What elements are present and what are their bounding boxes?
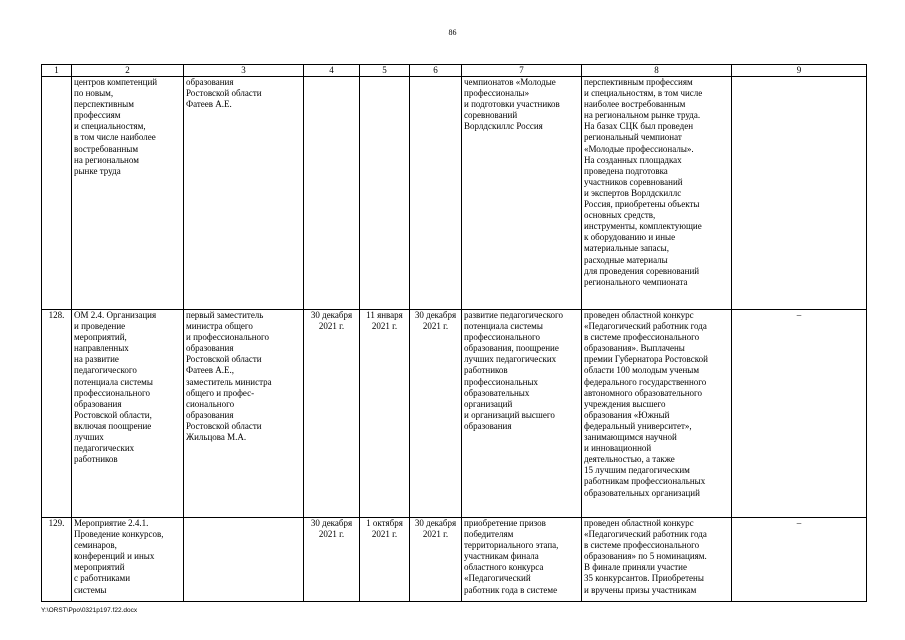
- actual-result-cell: проведен областной конкурс «Педагогический работник года в системе профессионального образования» по 5 номинациям. В финале приняли участие 35 конкурсантов. Приобретены и вручены призы участникам: [582, 518, 732, 602]
- header-cell: 9: [732, 65, 867, 77]
- header-cell: 2: [72, 65, 184, 77]
- expected-result-cell: приобретение призов победителям территориального этапа, участникам финала областного конкурса «Педагогический работник года в системе: [462, 518, 582, 602]
- event-name-cell: Мероприятие 2.4.1. Проведение конкурсов, семинаров, конференций и иных мероприятий с работниками системы: [72, 518, 184, 602]
- expected-result-cell: развитие педагогического потенциала системы профессионального образования, поощрение лучших педагогических работников профессиональных образовательных организаций и организаций высшего образования: [462, 310, 582, 518]
- notes-cell: [732, 77, 867, 310]
- actual-start-date-cell: 11 января 2021 г.: [360, 310, 410, 518]
- actual-result-cell: проведен областной конкурс «Педагогический работник года в системе профессионального образования». Выплачены премии Губернатора Ростовской области 100 молодым ученым федерального государственного автономного образовательного учреждения высшего образования «Южный федеральный университет», занимающимся научной и инновационной деятельностью, а также 15 лучшим педагогическим работникам профессиональных образовательных организаций: [582, 310, 732, 518]
- responsible-cell: [184, 518, 304, 602]
- expected-result-cell: чемпионатов «Молодые профессионалы» и подготовки участников соревнований Ворлдскиллс Россия: [462, 77, 582, 310]
- header-cell: 3: [184, 65, 304, 77]
- header-cell: 7: [462, 65, 582, 77]
- actual-start-date-cell: 1 октября 2021 г.: [360, 518, 410, 602]
- actual-result-cell: перспективным профессиям и специальностям, в том числе наиболее востребованным на региональном рынке труда. На базах СЦК был проведен региональный чемпионат «Молодые профессионалы». На созданных площадках проведена подготовка участников соревнований и экспертов Ворлдскиллс Россия, приобретены объекты основных средств, инструменты, комплектующие к оборудованию и иные материальные запасы, расходные материалы для проведения соревнований регионального чемпионата: [582, 77, 732, 310]
- row-number-cell: 129.: [42, 518, 72, 602]
- event-name-cell: ОМ 2.4. Организация и проведение мероприятий, направленных на развитие педагогического потенциала системы профессионального образования Ростовской области, включая поощрение лучших педагогических работников: [72, 310, 184, 518]
- planned-date-cell: 30 декабря 2021 г.: [304, 518, 360, 602]
- actual-end-date-cell: [410, 77, 462, 310]
- header-cell: 5: [360, 65, 410, 77]
- responsible-cell: образования Ростовской области Фатеев А.Е.: [184, 77, 304, 310]
- header-cell: 6: [410, 65, 462, 77]
- planned-date-cell: [304, 77, 360, 310]
- notes-cell: –: [732, 310, 867, 518]
- table-row: [42, 310, 867, 518]
- row-number-cell: [42, 77, 72, 310]
- table-header-row: [42, 65, 867, 77]
- table-row: [42, 77, 867, 310]
- header-cell: 1: [42, 65, 72, 77]
- planned-date-cell: 30 декабря 2021 г.: [304, 310, 360, 518]
- responsible-cell: первый заместитель министра общего и профессионального образования Ростовской области Фатеев А.Е., заместитель министра общего и профес- сионального образования Ростовской области Жильцова М.А.: [184, 310, 304, 518]
- file-path-footer: Y:\ORST\Ppo\0321p197.f22.docx: [41, 607, 138, 614]
- table-row: [42, 518, 867, 602]
- document-table: [41, 64, 867, 602]
- row-number-cell: 128.: [42, 310, 72, 518]
- actual-start-date-cell: [360, 77, 410, 310]
- header-cell: 4: [304, 65, 360, 77]
- notes-cell: –: [732, 518, 867, 602]
- actual-end-date-cell: 30 декабря 2021 г.: [410, 310, 462, 518]
- event-name-cell: центров компетенций по новым, перспективным профессиям и специальностям, в том числе наиболее востребованным на региональном рынке труда: [72, 77, 184, 310]
- page-number: 86: [448, 28, 457, 37]
- header-cell: 8: [582, 65, 732, 77]
- actual-end-date-cell: 30 декабря 2021 г.: [410, 518, 462, 602]
